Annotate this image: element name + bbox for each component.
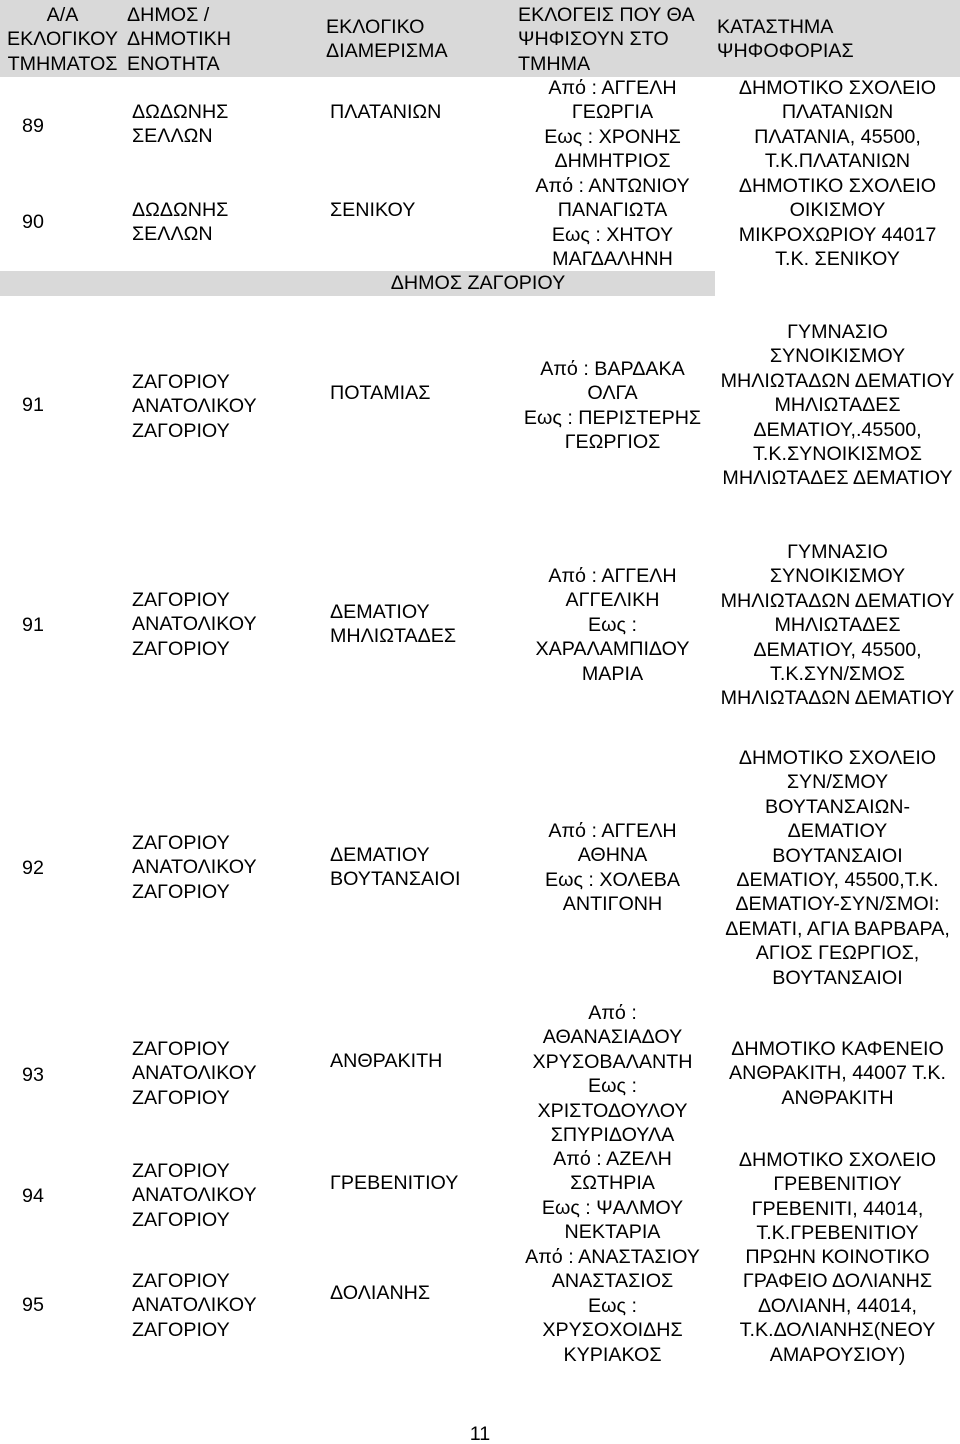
municipal-unit: ΔΩΔΩΝΗΣ ΣΕΛΛΩΝ — [132, 101, 229, 148]
electoral-district: ΓΡΕΒΕΝΙΤΙΟΥ — [330, 1172, 459, 1194]
voter-range: Από : ΑΝΤΩΝΙΟΥ ΠΑΝΑΓΙΩΤΑ Εως : ΧΗΤΟΥ ΜΑΓΔΑΛΗΝΗ — [535, 175, 690, 271]
polling-station: ΔΗΜΟΤΙΚΟ ΣΧΟΛΕΙΟ ΠΛΑΤΑΝΙΩΝ ΠΛΑΤΑΝΙΑ, 45500, Τ.Κ.ΠΛΑΤΑΝΙΩΝ — [738, 77, 937, 173]
section-number: 93 — [22, 1064, 44, 1086]
section-number: 91 — [22, 614, 44, 636]
voter-range: Από : ΑΓΓΕΛΗ ΓΕΩΡΓΙΑ Εως : ΧΡΟΝΗΣ ΔΗΜΗΤΡΙΟΣ — [544, 77, 681, 173]
polling-station: ΔΗΜΟΤΙΚΟ ΣΧΟΛΕΙΟ ΣΥΝ/ΣΜΟΥ ΒΟΥΤΑΝΣΑΙΩΝ- ΔΕΜΑΤΙΟΥ ΒΟΥΤΑΝΣΑΙΟΙ ΔΕΜΑΤΙΟΥ, 45500,Τ.Κ. ΔΕΜΑΤΙΟΥ-ΣΥΝ/ΣΜΟΙ: ΔΕΜΑΤΙ, ΑΓΙΑ ΒΑΡΒΑΡΑ, ΑΓΙΟΣ ΓΕΩΡΓΙΟΣ, ΒΟΥΤΑΝΣΑΙΟΙ — [725, 747, 950, 989]
section-number: 89 — [22, 115, 44, 137]
voter-range: Από : ΑΝΑΣΤΑΣΙΟΥ ΑΝΑΣΤΑΣΙΟΣ Εως : ΧΡΥΣΟΧΟΙΔΗΣ ΚΥΡΙΑΚΟΣ — [525, 1246, 700, 1366]
electoral-district: ΔΕΜΑΤΙΟΥ ΜΗΛΙΩΤΑΔΕΣ — [330, 601, 457, 648]
header-voters: ΕΚΛΟΓΕΙΣ ΠΟΥ ΘΑ ΨΗΦΙΣΟΥΝ ΣΤΟ ΤΜΗΜΑ — [518, 4, 695, 75]
polling-station: ΓΥΜΝΑΣΙΟ ΣΥΝΟΙΚΙΣΜΟΥ ΜΗΛΙΩΤΑΔΩΝ ΔΕΜΑΤΙΟΥ ΜΗΛΙΩΤΑΔΕΣ ΔΕΜΑΤΙΟΥ,.45500, Τ.Κ.ΣΥΝΟΙΚΙΣΜΟΣ ΜΗΛΙΩΤΑΔΕΣ ΔΕΜΑΤΙΟΥ — [720, 321, 955, 490]
polling-station: ΔΗΜΟΤΙΚΟ ΣΧΟΛΕΙΟ ΟΙΚΙΣΜΟΥ ΜΙΚΡΟΧΩΡΙΟΥ 44017 Τ.Κ. ΣΕΝΙΚΟΥ — [738, 175, 937, 271]
municipal-unit: ΔΩΔΩΝΗΣ ΣΕΛΛΩΝ — [132, 199, 229, 246]
voter-range: Από : ΑΘΑΝΑΣΙΑΔΟΥ ΧΡΥΣΟΒΑΛΑΝΤΗ Εως : ΧΡΙΣΤΟΔΟΥΛΟΥ ΣΠΥΡΙΔΟΥΛΑ — [532, 1002, 693, 1147]
header-electoral-district: ΕΚΛΟΓΙΚΟ ΔΙΑΜΕΡΙΣΜΑ — [326, 16, 448, 63]
section-number: 91 — [22, 394, 44, 416]
voter-range: Από : ΑΓΓΕΛΗ ΑΓΓΕΛΙΚΗ Εως : ΧΑΡΑΛΑΜΠΙΔΟΥ ΜΑΡΙΑ — [535, 565, 690, 685]
electoral-district: ΔΕΜΑΤΙΟΥ ΒΟΥΤΑΝΣΑΙΟΙ — [330, 844, 461, 891]
header-municipality: ΔΗΜΟΣ / ΔΗΜΟΤΙΚΗ ΕΝΟΤΗΤΑ — [127, 4, 231, 75]
polling-station: ΔΗΜΟΤΙΚΟ ΣΧΟΛΕΙΟ ΓΡΕΒΕΝΙΤΙΟΥ ΓΡΕΒΕΝΙΤΙ, 44014, Τ.Κ.ΓΡΕΒΕΝΙΤΙΟΥ — [738, 1149, 937, 1245]
electoral-district: ΣΕΝΙΚΟΥ — [330, 199, 416, 221]
header-section-number: Α/Α ΕΚΛΟΓΙΚΟΥ ΤΜΗΜΑΤΟΣ — [7, 4, 118, 75]
polling-station: ΠΡΩΗΝ ΚΟΙΝΟΤΙΚΟ ΓΡΑΦΕΙΟ ΔΟΛΙΑΝΗΣ ΔΟΛΙΑΝΗ, 44014, Τ.Κ.ΔΟΛΙΑΝΗΣ(ΝΕΟΥ ΑΜΑΡΟΥΣΙΟΥ) — [739, 1246, 936, 1366]
section-number: 95 — [22, 1294, 44, 1316]
electoral-district: ΔΟΛΙΑΝΗΣ — [330, 1282, 431, 1304]
municipal-unit: ΖΑΓΟΡΙΟΥ ΑΝΑΤΟΛΙΚΟΥ ΖΑΓΟΡΙΟΥ — [132, 371, 257, 442]
municipal-unit: ΖΑΓΟΡΙΟΥ ΑΝΑΤΟΛΙΚΟΥ ΖΑΓΟΡΙΟΥ — [132, 589, 257, 660]
electoral-district: ΑΝΘΡΑΚΙΤΗ — [330, 1050, 443, 1072]
municipal-unit: ΖΑΓΟΡΙΟΥ ΑΝΑΤΟΛΙΚΟΥ ΖΑΓΟΡΙΟΥ — [132, 1038, 257, 1109]
voter-range: Από : ΑΖΕΛΗ ΣΩΤΗΡΙΑ Εως : ΨΑΛΜΟΥ ΝΕΚΤΑΡΙΑ — [541, 1148, 684, 1244]
municipal-unit: ΖΑΓΟΡΙΟΥ ΑΝΑΤΟΛΙΚΟΥ ΖΑΓΟΡΙΟΥ — [132, 832, 257, 903]
electoral-district: ΠΟΤΑΜΙΑΣ — [330, 382, 431, 404]
municipal-unit: ΖΑΓΟΡΙΟΥ ΑΝΑΤΟΛΙΚΟΥ ΖΑΓΟΡΙΟΥ — [132, 1270, 257, 1341]
section-number: 94 — [22, 1185, 44, 1207]
page-number: 11 — [469, 1423, 491, 1444]
voter-range: Από : ΑΓΓΕΛΗ ΑΘΗΝΑ Εως : ΧΟΛΕΒΑ ΑΝΤΙΓΟΝΗ — [544, 820, 681, 916]
voter-range: Από : ΒΑΡΔΑΚΑ ΟΛΓΑ Εως : ΠΕΡΙΣΤΕΡΗΣ ΓΕΩΡΓΙΟΣ — [523, 358, 702, 454]
section-heading: ΔΗΜΟΣ ΖΑΓΟΡΙΟΥ — [390, 272, 566, 294]
municipal-unit: ΖΑΓΟΡΙΟΥ ΑΝΑΤΟΛΙΚΟΥ ΖΑΓΟΡΙΟΥ — [132, 1160, 257, 1231]
polling-station: ΓΥΜΝΑΣΙΟ ΣΥΝΟΙΚΙΣΜΟΥ ΜΗΛΙΩΤΑΔΩΝ ΔΕΜΑΤΙΟΥ ΜΗΛΙΩΤΑΔΕΣ ΔΕΜΑΤΙΟΥ, 45500, Τ.Κ.ΣΥΝ/ΣΜΟΣ ΜΗΛΙΩΤΑΔΩΝ ΔΕΜΑΤΙΟΥ — [720, 541, 955, 710]
polling-station: ΔΗΜΟΤΙΚΟ ΚΑΦΕΝΕΙΟ ΑΝΘΡΑΚΙΤΗ, 44007 Τ.Κ. ΑΝΘΡΑΚΙΤΗ — [728, 1038, 947, 1109]
electoral-district: ΠΛΑΤΑΝΙΩΝ — [330, 101, 442, 123]
section-number: 90 — [22, 211, 44, 233]
section-number: 92 — [22, 857, 44, 879]
header-polling-station: ΚΑΤΑΣΤΗΜΑ ΨΗΦΟΦΟΡΙΑΣ — [717, 16, 854, 63]
